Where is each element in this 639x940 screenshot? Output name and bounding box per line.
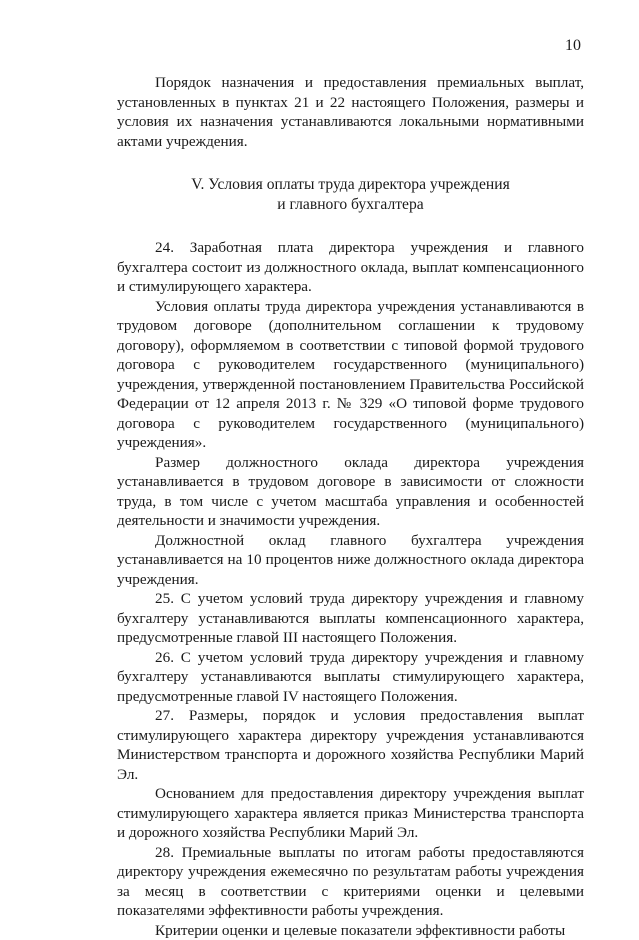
paragraph: 27. Размеры, порядок и условия предоставления выплат стимулирующего характера директору учреждения устанавливаются Министерством транспорта и дорожного хозяйства Республики Марий Эл. [117,706,584,784]
page-number: 10 [565,37,581,55]
section-heading-line: V. Условия оплаты труда директора учреждения [117,175,584,195]
paragraph: Условия оплаты труда директора учреждения устанавливаются в трудовом договоре (дополнительном соглашении к трудовому договору), оформляемом в соответствии с типовой формой трудового договора с руководителем государственного (муниципального) учреждения, утвержденной постановлением Правительства Российской Федерации от 12 апреля 2013 г. № 329 «О типовой форме трудового договора с руководителем государственного (муниципального) учреждения». [117,297,584,453]
paragraph: Критерии оценки и целевые показатели эффективности работы [117,921,584,940]
paragraph: Размер должностного оклада директора учреждения устанавливается в трудовом договоре в зависимости от сложности труда, в том числе с учетом масштаба управления и особенностей деятельности и значимости учреждения. [117,453,584,531]
section-heading-line: и главного бухгалтера [117,195,584,215]
paragraph: Порядок назначения и предоставления премиальных выплат, установленных в пунктах 21 и 22 настоящего Положения, размеры и условия их назначения устанавливаются локальными нормативными актами учреждения. [117,73,584,151]
paragraph: 28. Премиальные выплаты по итогам работы предоставляются директору учреждения ежемесячно по результатам работы учреждения за месяц в соответствии с критериями оценки и целевыми показателями эффективности работы учреждения. [117,843,584,921]
document-body [117,73,584,940]
paragraph: Основанием для предоставления директору учреждения выплат стимулирующего характера является приказ Министерства транспорта и дорожного хозяйства Республики Марий Эл. [117,784,584,843]
paragraph: 25. С учетом условий труда директору учреждения и главному бухгалтеру устанавливаются выплаты компенсационного характера, предусмотренные главой III настоящего Положения. [117,589,584,648]
paragraph: Должностной оклад главного бухгалтера учреждения устанавливается на 10 процентов ниже должностного оклада директора учреждения. [117,531,584,590]
paragraph: 26. С учетом условий труда директору учреждения и главному бухгалтеру устанавливаются выплаты стимулирующего характера, предусмотренные главой IV настоящего Положения. [117,648,584,707]
section-heading [117,175,584,214]
paragraph: 24. Заработная плата директора учреждения и главного бухгалтера состоит из должностного оклада, выплат компенсационного и стимулирующего характера. [117,238,584,297]
